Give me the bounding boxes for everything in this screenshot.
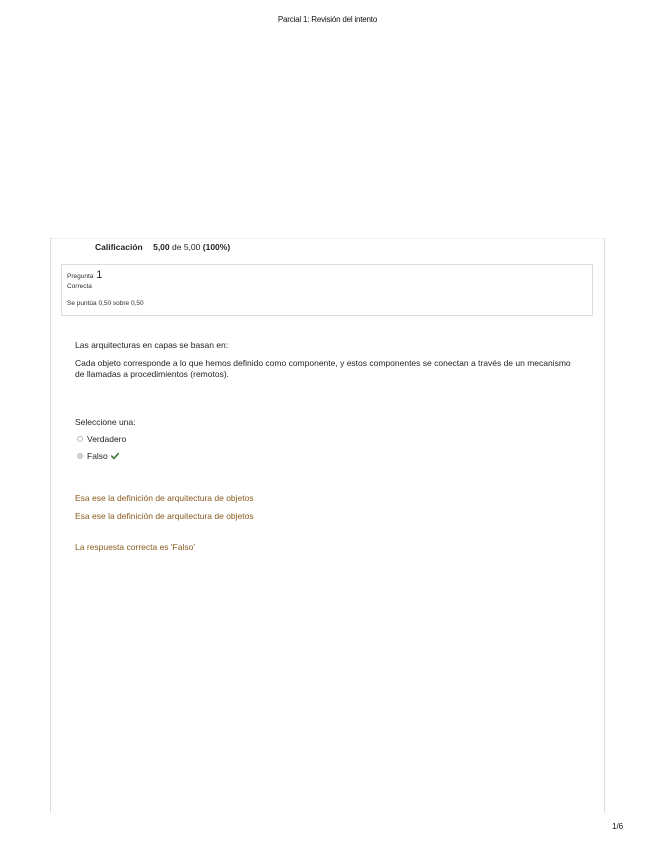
page-header-title: Parcial 1: Revisión del intento [277, 15, 378, 24]
summary-grade [95, 242, 230, 252]
content-frame-top [50, 238, 605, 239]
question-intro: Las arquitecturas en capas se basan en: [75, 340, 229, 350]
question-grade: Se puntúa 0,50 sobre 0,50 [67, 300, 144, 307]
option-verdadero-label: Verdadero [87, 433, 127, 444]
option-verdadero-radio[interactable] [77, 436, 83, 442]
content-frame-left [50, 238, 51, 813]
specific-feedback-2: Esa ese la definición de arquitectura de objetos [75, 511, 254, 521]
summary-grade-label: Calificación [95, 242, 143, 252]
question-number: 1 [96, 269, 103, 281]
question-text [75, 340, 575, 381]
answer-prompt: Seleccione una: [75, 417, 136, 427]
question-heading [67, 269, 587, 282]
answer-block [75, 417, 136, 464]
question-label: Pregunta [67, 273, 94, 280]
summary-grade-of: de 5,00 [172, 242, 201, 252]
check-icon [111, 452, 119, 460]
summary-grade-score: 5,00 [153, 242, 170, 252]
question-info-box [61, 264, 593, 316]
option-falso[interactable] [77, 447, 136, 464]
option-falso-radio[interactable] [77, 453, 83, 459]
option-verdadero[interactable] [77, 430, 136, 447]
option-falso-label: Falso [87, 450, 108, 461]
content-frame-right [604, 238, 605, 813]
question-state: Correcta [67, 283, 92, 290]
question-body: Cada objeto corresponde a lo que hemos definido como componente, y estos componentes se conectan a través de un mecanismo de llamadas a procedimientos (remotos). [75, 357, 571, 379]
right-answer-feedback: La respuesta correcta es 'Falso' [75, 542, 195, 552]
specific-feedback-1: Esa ese la definición de arquitectura de objetos [75, 493, 254, 503]
page-number: 1/6 [612, 822, 624, 831]
summary-grade-percent: (100%) [202, 242, 231, 252]
